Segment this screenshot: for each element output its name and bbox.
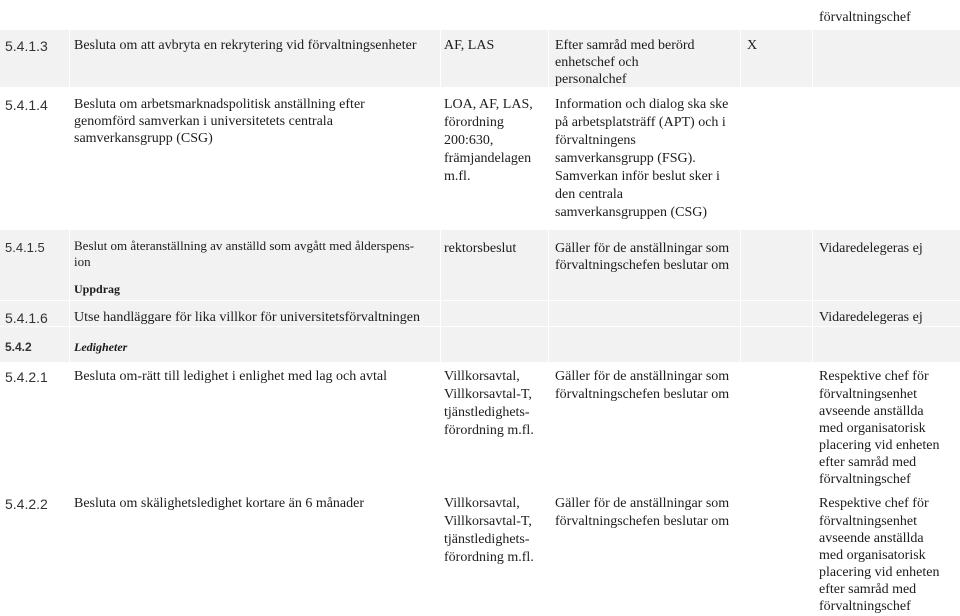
row-delegation-line: Respektive chef för: [819, 369, 929, 384]
row-legal-line: Villkorsavtal-T,: [444, 387, 532, 402]
row-description: Utse handläggare för lika villkor för universitetsförvaltningen: [74, 310, 421, 325]
row-description-line: samverkansgrupp (CSG): [74, 131, 213, 146]
row-legal-line: m.fl.: [444, 169, 471, 184]
row-delegation-line: placering vid enheten: [819, 438, 940, 453]
row-delegation-line: förvaltningschef: [819, 472, 911, 487]
row-legal-line: tjänstledighets-: [444, 405, 530, 420]
row-delegation: Vidaredelegeras ej: [819, 310, 923, 325]
row-number: 5.4.1.3: [5, 38, 48, 54]
row-condition-line: den centrala: [555, 187, 624, 202]
row-description: Besluta om-rätt till ledighet i enlighet med lag och avtal: [74, 369, 387, 384]
row-mark: X: [747, 38, 758, 53]
row-condition-line: Gäller för de anställningar som: [555, 496, 730, 511]
column-separator: [69, 0, 70, 615]
row-delegation-line: Respektive chef för: [819, 496, 929, 511]
row-legal-line: tjänstledighets-: [444, 532, 530, 547]
row-legal-line: 200:630,: [444, 133, 494, 148]
row-delegation-line: förvaltningschef: [819, 599, 911, 614]
row-separator: [0, 29, 960, 30]
section-title: Ledigheter: [74, 340, 128, 354]
row-number: 5.4.2.2: [5, 496, 48, 512]
row-condition-line: personalchef: [555, 72, 627, 87]
row-legal-line: Villkorsavtal-T,: [444, 514, 532, 529]
row-delegation-line: placering vid enheten: [819, 565, 940, 580]
row-condition-line: förvaltningschefen beslutar om: [555, 387, 730, 402]
column-separator: [548, 0, 549, 615]
row-condition-line: Samverkan inför beslut sker i: [555, 169, 720, 184]
row-separator: [0, 229, 960, 230]
row-legal-line: LOA, AF, LAS,: [444, 97, 533, 112]
row-description-line: genomförd samverkan i universitetets centrala: [74, 114, 333, 129]
section-number: 5.4.2: [5, 340, 32, 354]
row-number: 5.4.1.6: [5, 310, 48, 326]
row-delegation-line: avseende anställda: [819, 531, 924, 546]
row-condition-line: förvaltningschefen beslutar om: [555, 258, 730, 273]
row-legal-basis: rektorsbeslut: [444, 241, 517, 256]
row-legal-line: Villkorsavtal,: [444, 496, 520, 511]
row-legal-line: förordning m.fl.: [444, 423, 534, 438]
row-number: 5.4.1.5: [5, 240, 45, 255]
row-condition-line: Information och dialog ska ske: [555, 97, 729, 112]
row-number: 5.4.2.1: [5, 369, 48, 385]
column-separator: [740, 0, 741, 615]
row-legal-line: förordning: [444, 115, 504, 130]
row-condition-line: samverkansgrupp (FSG).: [555, 151, 696, 166]
row-separator: [0, 300, 960, 301]
row-description-line: Beslut om återanställning av anställd som avgått med ålderspens-: [74, 238, 415, 253]
row-separator: [0, 362, 960, 363]
row-description: Besluta om skälighetsledighet kortare än 6 månader: [74, 496, 365, 511]
row-delegation-line: efter samråd med: [819, 455, 917, 470]
top-fragment-text: förvaltningschef: [819, 10, 911, 25]
row-legal-line: främjandelagen: [444, 151, 532, 166]
row-delegation-line: med organisatorisk: [819, 548, 926, 563]
row-delegation: Vidaredelegeras ej: [819, 241, 923, 256]
row-description-line: ion: [74, 254, 91, 269]
row-condition-line: samverkansgruppen (CSG): [555, 205, 708, 220]
row-condition-line: på arbetsplatsträff (APT) och i: [555, 115, 726, 130]
row-delegation-line: avseende anställda: [819, 404, 924, 419]
row-delegation-line: förvaltningsenhet: [819, 514, 917, 529]
column-separator: [440, 0, 441, 615]
row-condition-line: Gäller för de anställningar som: [555, 369, 730, 384]
row-legal-line: förordning m.fl.: [444, 550, 534, 565]
row-number: 5.4.1.4: [5, 97, 48, 113]
row-delegation-line: med organisatorisk: [819, 421, 926, 436]
row-description: Besluta om att avbryta en rekrytering vid förvaltningsenheter: [74, 38, 417, 53]
row-condition-line: Gäller för de anställningar som: [555, 241, 730, 256]
section-band-542: [0, 327, 960, 362]
row-condition-line: förvaltningschefen beslutar om: [555, 514, 730, 529]
row-delegation-line: efter samråd med: [819, 582, 917, 597]
row-condition-line: Efter samråd med berörd: [555, 38, 695, 53]
row-description-line: Besluta om arbetsmarknadspolitisk anställning efter: [74, 97, 365, 112]
row-delegation-line: förvaltningsenhet: [819, 387, 917, 402]
row-condition-line: förvaltningens: [555, 133, 636, 148]
uppdrag-heading: Uppdrag: [74, 282, 121, 296]
row-legal-basis: AF, LAS: [444, 38, 495, 53]
row-condition-line: enhetschef och: [555, 55, 639, 70]
row-legal-line: Villkorsavtal,: [444, 369, 520, 384]
column-separator: [812, 0, 813, 615]
